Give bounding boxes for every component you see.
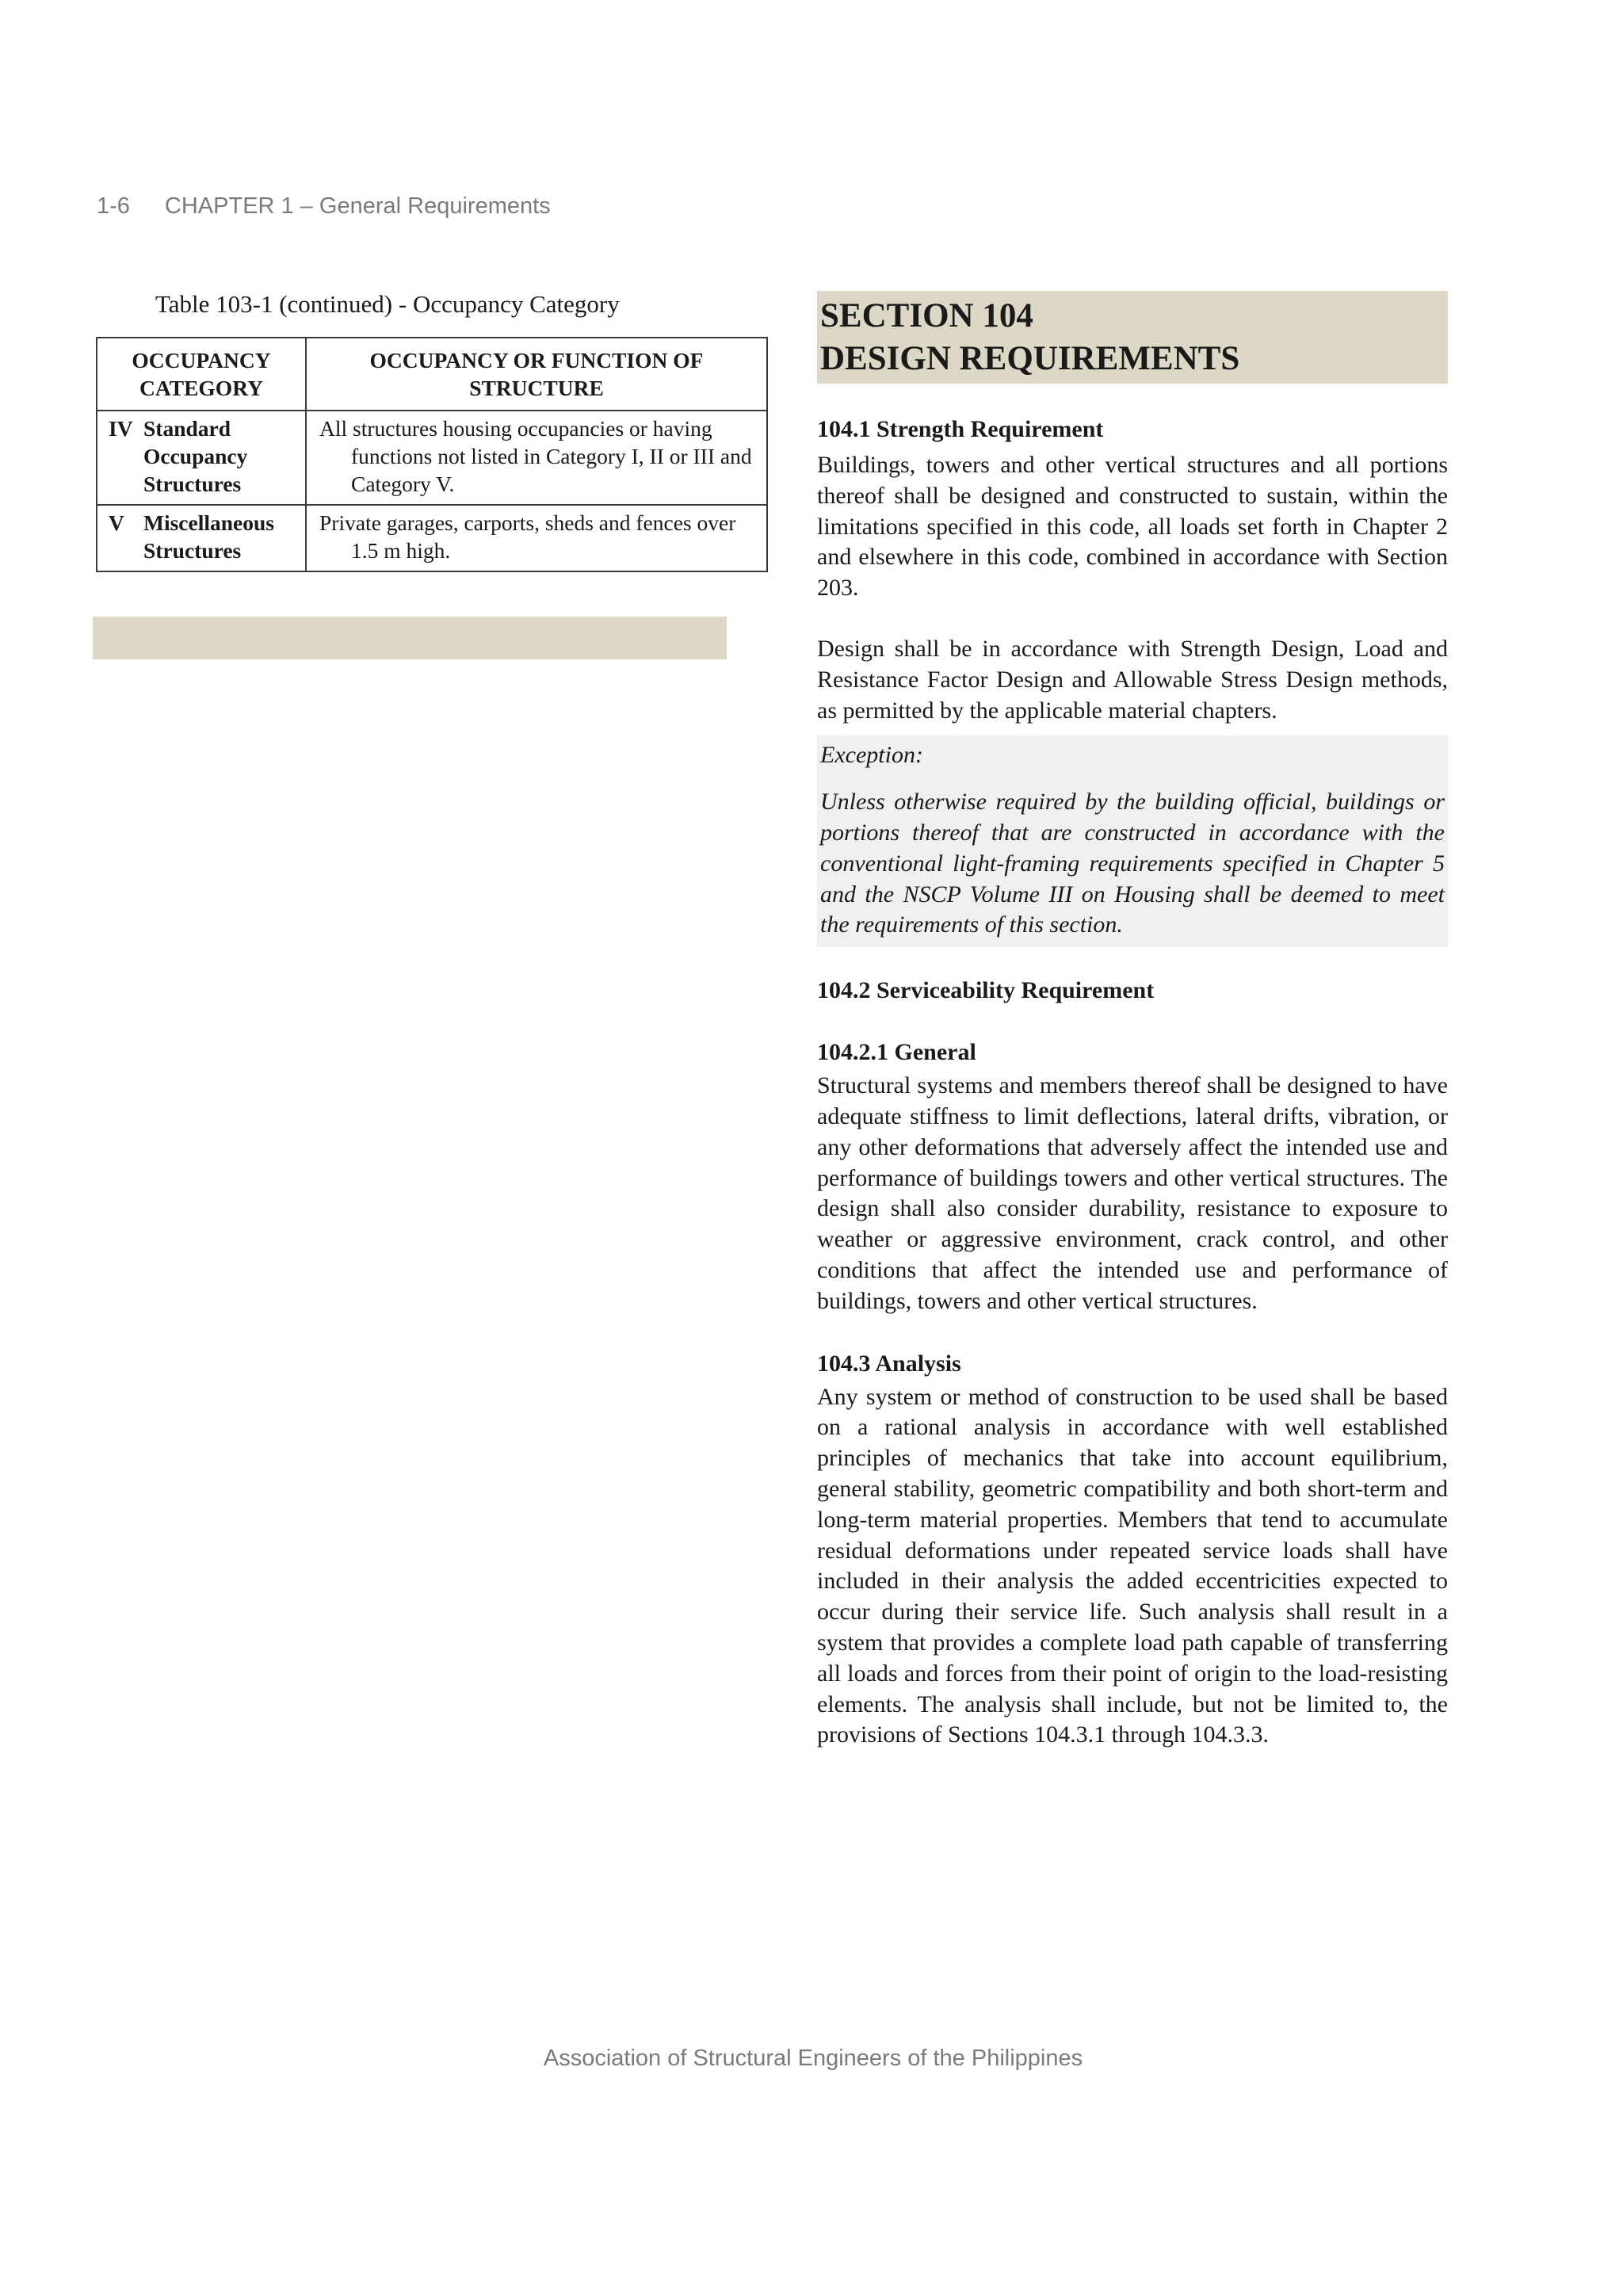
exception-text: Unless otherwise required by the building official, buildings or portions thereof that are constructed in accordance with the conventional light-framing requirements specified in Chapter 5 and the NSCP Volume III on Housing shall be deemed to meet the requirements of this section. bbox=[820, 789, 1445, 938]
chapter-title: CHAPTER 1 – General Requirements bbox=[164, 193, 551, 219]
section-number: SECTION 104 bbox=[820, 297, 1033, 334]
paragraph-104-1-design-methods: Design shall be in accordance with Strength Design, Load and Resistance Factor Design and Allowable Stress Design methods, as permitted by the applicable material chapters. bbox=[817, 635, 1448, 724]
right-column bbox=[817, 291, 1448, 1751]
table-row bbox=[97, 411, 767, 505]
heading-104-2: 104.2 Serviceability Requirement bbox=[817, 977, 1155, 1004]
table-header-row bbox=[97, 338, 767, 411]
page-footer: Association of Structural Engineers of the Philippines bbox=[543, 2046, 1083, 2071]
category-numeral: V bbox=[109, 510, 124, 535]
category-name: Miscellaneous Structures bbox=[143, 510, 274, 563]
paragraph-104-3: Any system or method of construction to be used shall be based on a rational analysis in accordance with well established principles of mechanics that take into account equilibrium, general stability, geometric compatibility and both short-term and long-term material properties. Members that tend to accumulate residual deformations under repeated service loads shall have included in their analysis the added eccentricities expected to occur during their service life. Such analysis shall result in a system that provides a complete load path capable of transferring all loads and forces from their point of origin to the load-resisting elements. The analysis shall include, but not be limited to, the provisions of Sections 104.3.1 through 104.3.3. bbox=[817, 1383, 1448, 1748]
section-title: DESIGN REQUIREMENTS bbox=[820, 340, 1240, 377]
decorative-bar bbox=[93, 617, 727, 659]
heading-104-3: 104.3 Analysis bbox=[817, 1350, 961, 1377]
description-cell: All structures housing occupancies or having functions not listed in Category I, II or III and Category V. bbox=[306, 411, 767, 505]
heading-104-1: 104.1 Strength Requirement bbox=[817, 416, 1104, 442]
table-row bbox=[97, 505, 767, 571]
paragraph-104-2-1: Structural systems and members thereof shall be designed to have adequate stiffness to limit deflections, lateral drifts, vibration, or any other deformations that adversely affect the intended use and performance of buildings towers and other vertical structures. The design shall also consider durability, resistance to exposure to weather or aggressive environment, crack control, and other conditions that affect the intended use and performance of buildings, towers and other vertical structures. bbox=[817, 1072, 1448, 1314]
category-cell bbox=[97, 411, 306, 505]
table-caption: Table 103-1 (continued) - Occupancy Category bbox=[155, 290, 620, 318]
section-title-banner bbox=[817, 291, 1448, 384]
occupancy-category-table bbox=[96, 337, 768, 572]
category-cell bbox=[97, 505, 306, 571]
paragraph-104-1-strength: Buildings, towers and other vertical structures and all portions thereof shall be designed and constructed to sustain, within the limitations specified in this code, all loads set forth in Chapter 2 and elsewhere in this code, combined in accordance with Section 203. bbox=[817, 452, 1448, 602]
page-header bbox=[97, 193, 551, 220]
column-header-occupancy-category: OCCUPANCY CATEGORY bbox=[97, 338, 306, 411]
exception-label: Exception: bbox=[820, 742, 923, 769]
category-name: Standard Occupancy Structures bbox=[143, 416, 248, 496]
page-number: 1-6 bbox=[97, 193, 130, 219]
description-cell: Private garages, carports, sheds and fences over 1.5 m high. bbox=[306, 505, 767, 571]
exception-box bbox=[817, 735, 1448, 947]
column-header-occupancy-function: OCCUPANCY OR FUNCTION OF STRUCTURE bbox=[306, 338, 767, 411]
category-numeral: IV bbox=[109, 416, 133, 441]
heading-104-2-1: 104.2.1 General bbox=[817, 1039, 976, 1066]
